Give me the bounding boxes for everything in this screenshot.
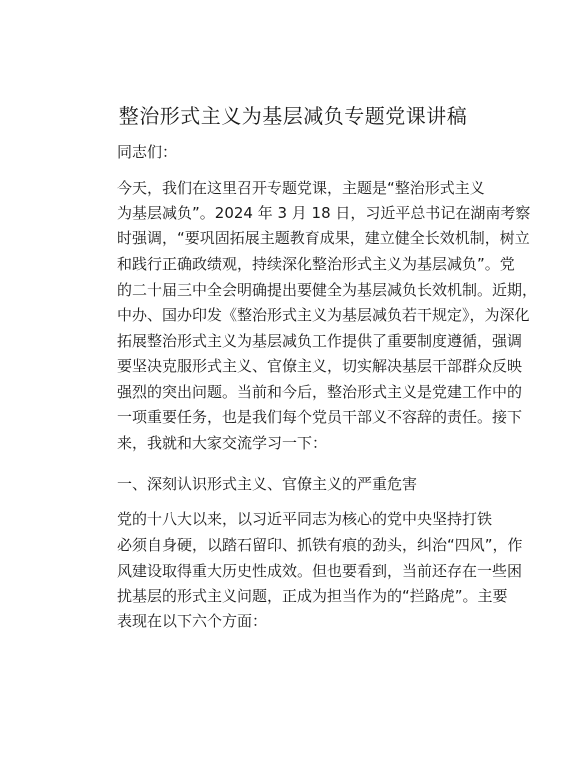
paragraph-line: 来，我就和大家交流学习一下： [117,434,328,452]
paragraph-line: 的二十届三中全会明确提出要健全为基层减负长效机制。近期， [117,281,538,299]
paragraph-line: 今天，我们在这里召开专题党课，主题是“整治形式主义 [117,179,485,197]
document-title: 整治形式主义为基层减负专题党课讲稿 [118,104,468,128]
paragraph-line: 一项重要任务，也是我们每个党员干部义不容辞的责任。接下 [117,408,523,426]
paragraph-line: 中办、国办印发《整治形式主义为基层减负若干规定》，为深化 [117,306,530,324]
paragraph-line: 为基层减负”。2024 年 3 月 18 日，习近平总书记在湖南考察 [117,204,531,222]
paragraph-line: 拓展整治形式主义为基层减负工作提供了重要制度遵循，强调 [117,332,523,350]
paragraph-line: 强烈的突出问题。当前和今后，整治形式主义是党建工作中的 [117,383,523,401]
paragraph-line: 必须自身硬，以踏石留印、抓铁有痕的劲头，纠治“四风”，作 [117,536,523,554]
paragraph-line: 表现在以下六个方面： [117,612,268,630]
paragraph-line: 要坚决克服形式主义、官僚主义，切实解决基层干部群众反映 [117,357,523,375]
paragraph-line: 风建设取得重大历史性成效。但也要看到，当前还存在一些困 [117,562,523,580]
paragraph-line: 时强调，“要巩固拓展主题教育成果，建立健全长效机制，树立 [117,229,530,247]
salutation: 同志们： [117,143,178,161]
paragraph-line: 和践行正确政绩观，持续深化整治形式主义为基层减负”。党 [117,255,515,273]
paragraph-line: 扰基层的形式主义问题，正成为担当作为的“拦路虎”。主要 [117,587,508,605]
paragraph-line: 党的十八大以来，以习近平同志为核心的党中央坚持打铁 [117,510,493,528]
section-heading: 一、深刻认识形式主义、官僚主义的严重危害 [117,475,418,493]
